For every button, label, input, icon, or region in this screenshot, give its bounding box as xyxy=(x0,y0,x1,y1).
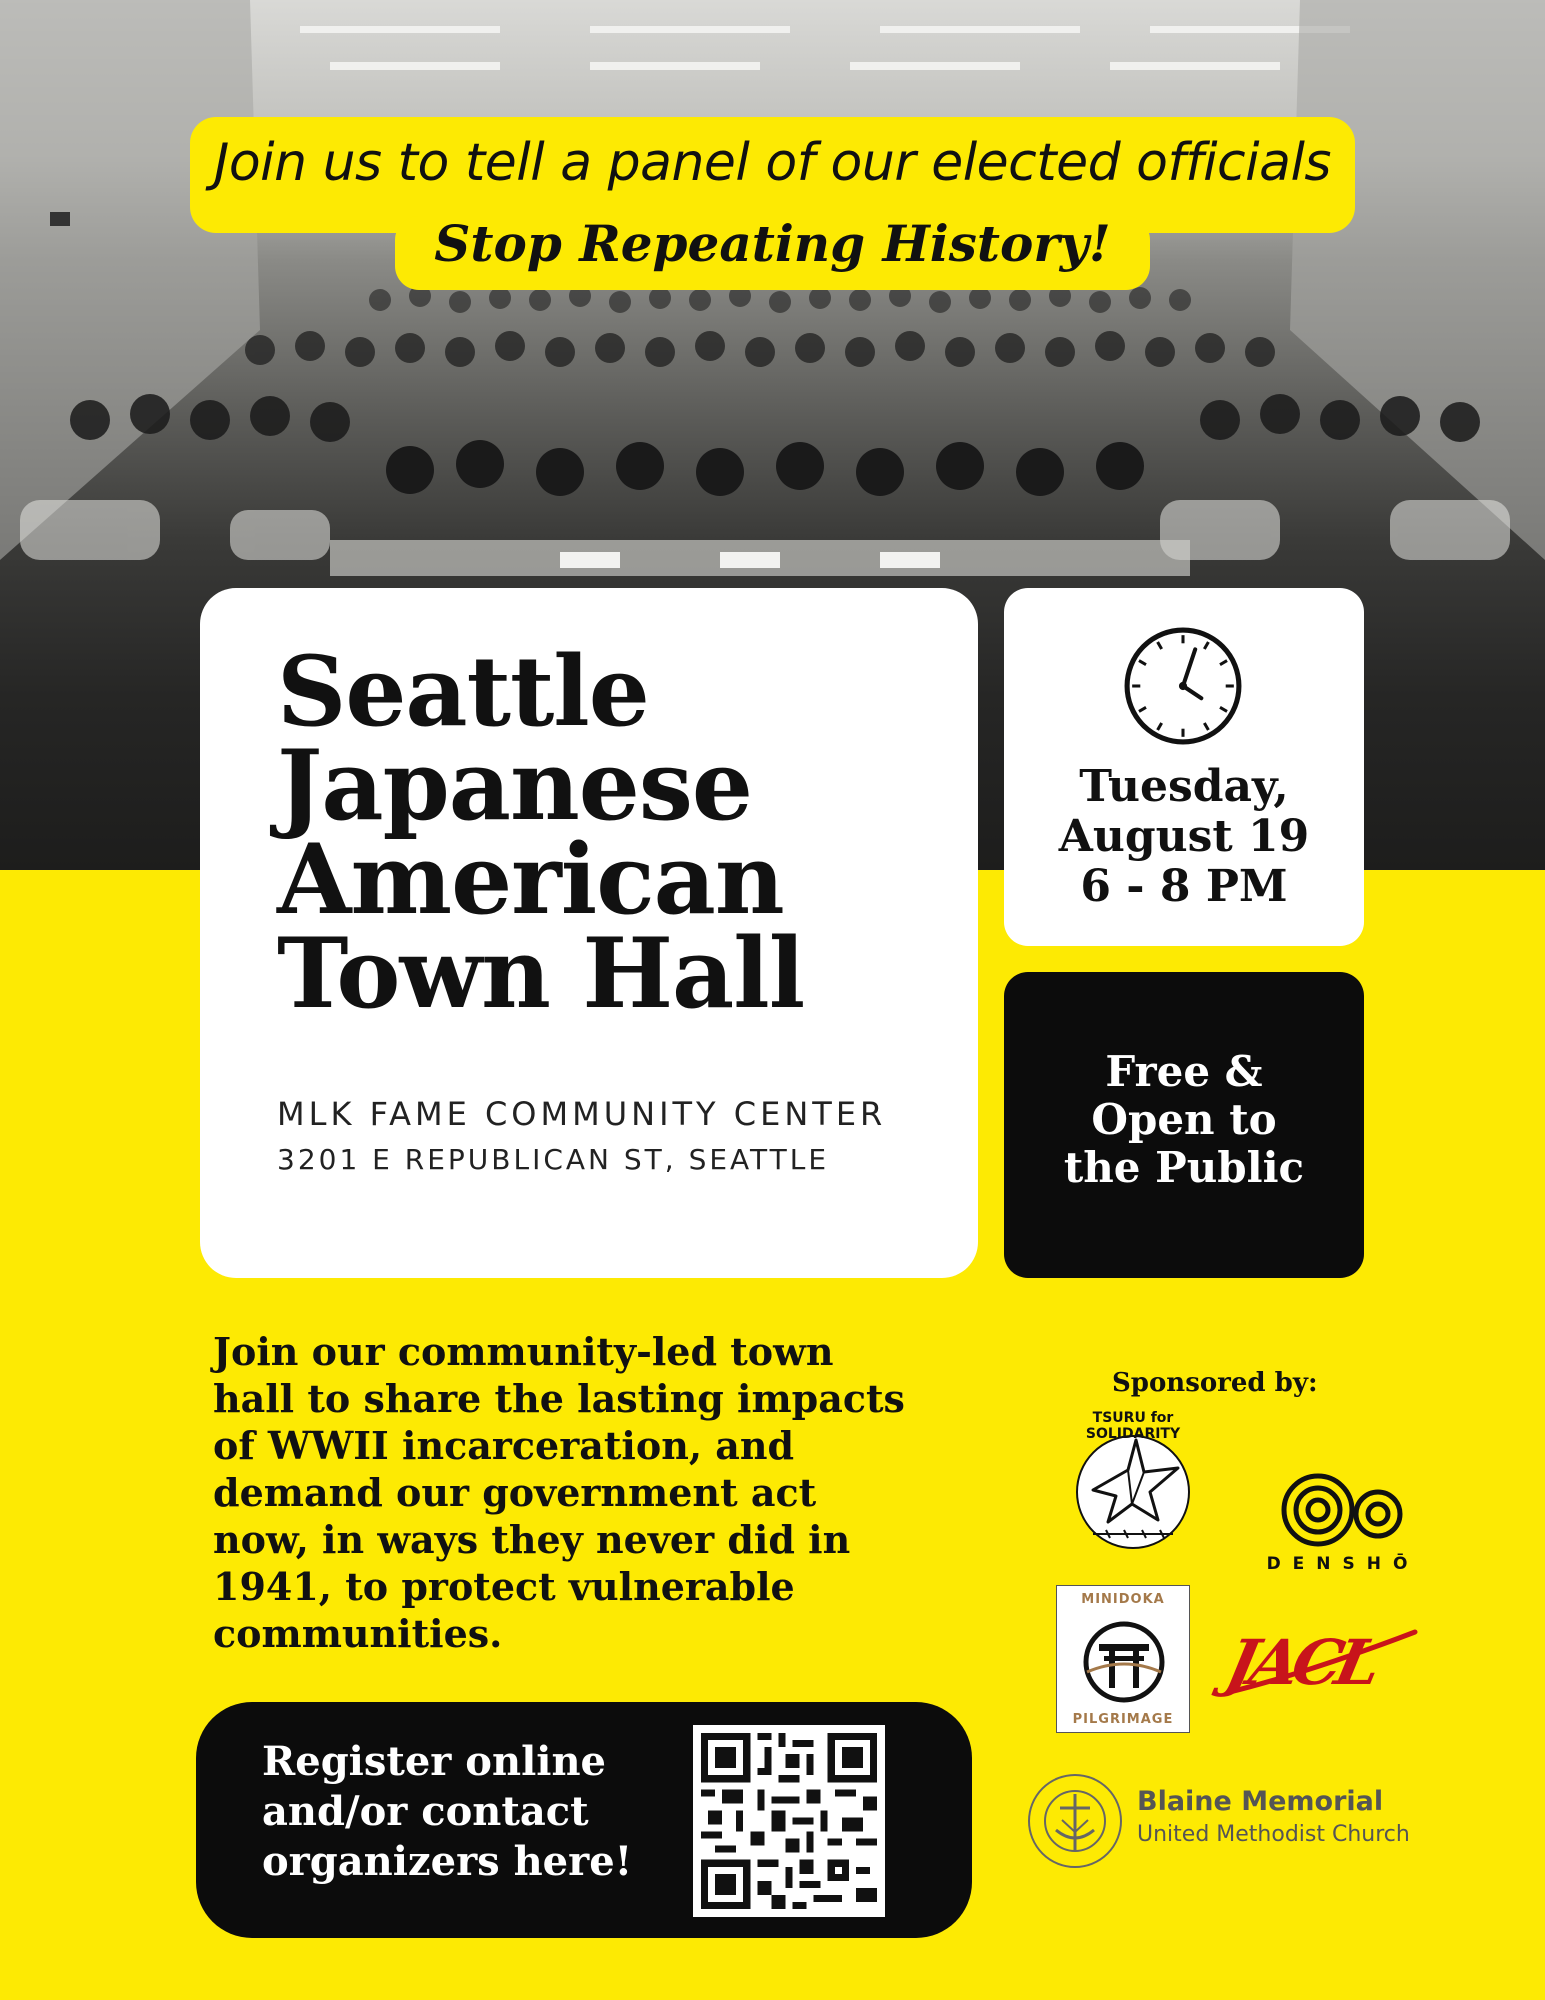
register-text xyxy=(262,1737,632,1887)
register-line: organizers here! xyxy=(262,1838,633,1885)
register-line: Register online xyxy=(262,1738,606,1785)
description-line: Join our community-led town xyxy=(213,1329,834,1374)
venue-name: MLK FAME COMMUNITY CENTER xyxy=(277,1095,887,1133)
description-line: now, in ways they never did in xyxy=(213,1517,851,1562)
description-line: of WWII incarceration, and xyxy=(213,1423,795,1468)
admission-line: Open to xyxy=(1091,1095,1277,1144)
event-title-line: Seattle xyxy=(277,635,649,748)
sponsors-heading: Sponsored by: xyxy=(1112,1368,1318,1398)
admission-text xyxy=(1004,1048,1364,1192)
event-title-line: Japanese xyxy=(277,729,752,842)
event-description xyxy=(213,1328,993,1657)
minidoka-pilgrimage-logo xyxy=(1056,1585,1190,1733)
blaine-memorial-logo xyxy=(1026,1772,1124,1870)
description-line: demand our government act xyxy=(213,1470,817,1515)
clock-icon xyxy=(1122,625,1244,747)
admission-line: the Public xyxy=(1063,1143,1305,1192)
event-time: 6 - 8 PM xyxy=(1080,861,1288,912)
admission-line: Free & xyxy=(1105,1047,1263,1096)
event-day: Tuesday, xyxy=(1079,761,1289,812)
description-line: communities. xyxy=(213,1611,503,1656)
densho-logo xyxy=(1278,1470,1408,1550)
event-title xyxy=(277,635,937,1030)
qr-code-icon xyxy=(701,1733,877,1909)
description-line: hall to share the lasting impacts xyxy=(213,1376,905,1421)
headline-intro: Join us to tell a panel of our elected officials xyxy=(214,133,1331,193)
event-date: August 19 xyxy=(1058,811,1310,862)
description-line: 1941, to protect vulnerable xyxy=(213,1564,795,1609)
headline-slogan: Stop Repeating History! xyxy=(434,214,1111,273)
densho-label: DENSHŌ xyxy=(1266,1554,1420,1574)
registration-qr-code[interactable] xyxy=(693,1725,885,1917)
jacl-logo: JACL xyxy=(1220,1626,1383,1699)
minidoka-label-bottom: PILGRIMAGE xyxy=(1072,1712,1174,1727)
minidoka-label-top: MINIDOKA xyxy=(1081,1592,1165,1607)
register-line: and/or contact xyxy=(262,1788,589,1835)
event-title-line: Town Hall xyxy=(277,917,805,1030)
venue-address: 3201 E REPUBLICAN ST, SEATTLE xyxy=(277,1143,830,1176)
tsuru-label: TSURU for SOLIDARITY xyxy=(1085,1410,1181,1442)
blaine-memorial-name: Blaine Memorial xyxy=(1137,1786,1384,1817)
event-datetime xyxy=(1004,762,1364,912)
event-title-line: American xyxy=(277,823,784,936)
blaine-memorial-subtitle: United Methodist Church xyxy=(1137,1822,1410,1847)
